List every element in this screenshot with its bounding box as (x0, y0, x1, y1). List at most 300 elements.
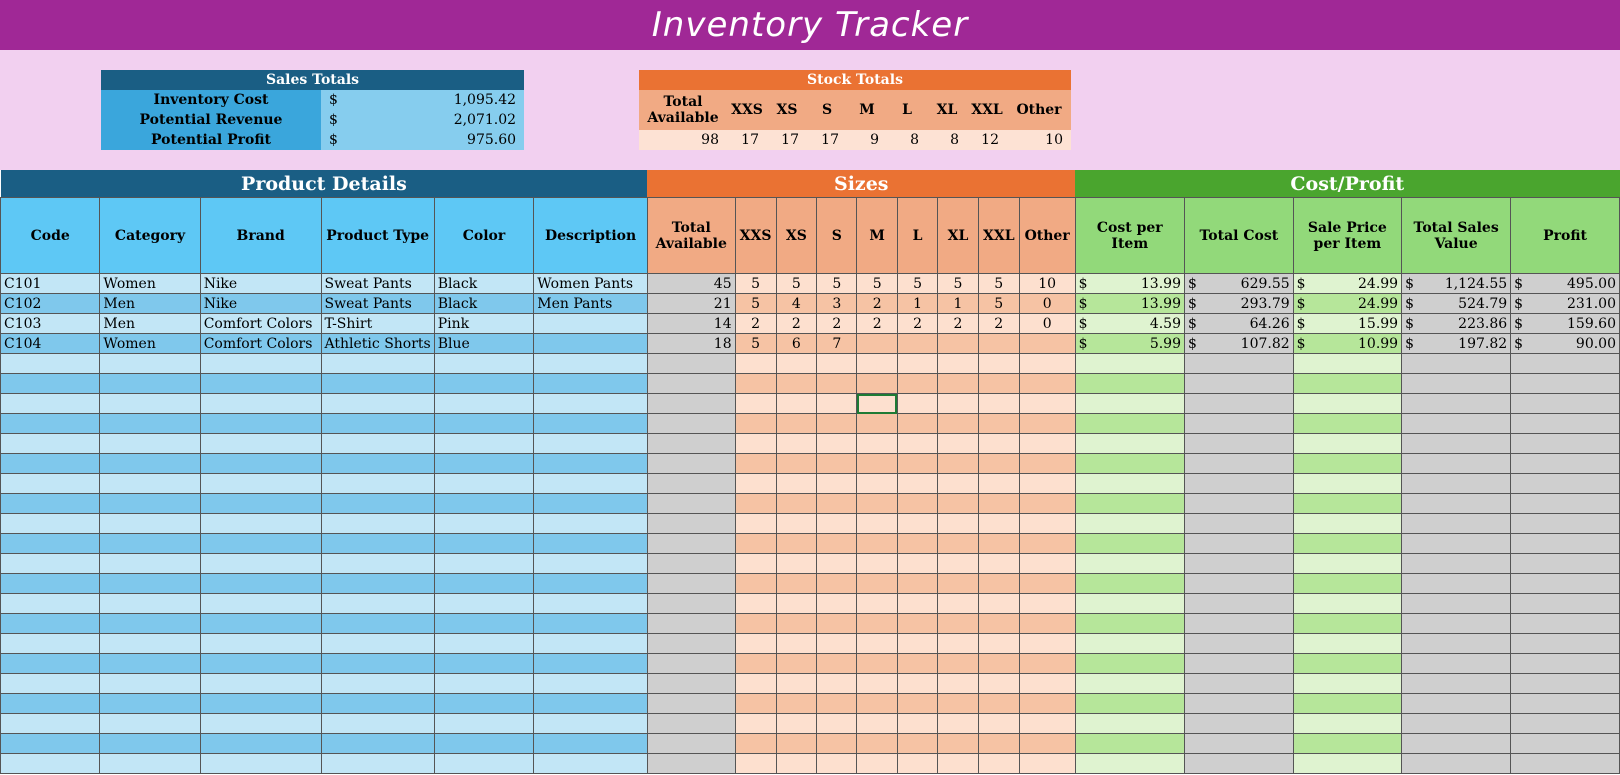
size-cell[interactable] (735, 494, 776, 514)
size-cell[interactable] (897, 654, 937, 674)
product-cell[interactable] (534, 434, 648, 454)
size-cell[interactable] (817, 674, 857, 694)
cost-cell[interactable] (1293, 294, 1401, 314)
size-cell[interactable] (776, 414, 817, 434)
size-cell[interactable] (776, 674, 817, 694)
size-cell[interactable] (857, 754, 897, 774)
cost-cell[interactable] (1293, 634, 1401, 654)
cost-cell[interactable] (1075, 714, 1184, 734)
total-available-cell[interactable]: 21 (647, 294, 735, 314)
product-cell[interactable]: C103 (1, 314, 100, 334)
product-cell[interactable] (321, 754, 434, 774)
cost-cell[interactable] (1075, 654, 1184, 674)
cost-cell[interactable] (1402, 314, 1511, 334)
product-cell[interactable] (321, 694, 434, 714)
cost-cell[interactable] (1402, 374, 1511, 394)
cost-cell[interactable] (1075, 394, 1184, 414)
product-cell[interactable] (100, 374, 200, 394)
cost-cell[interactable] (1511, 714, 1620, 734)
cost-cell[interactable] (1511, 434, 1620, 454)
cost-cell[interactable] (1511, 274, 1620, 294)
size-cell[interactable] (938, 334, 979, 354)
total-available-cell[interactable] (647, 394, 735, 414)
cost-cell[interactable] (1511, 594, 1620, 614)
size-cell[interactable] (817, 454, 857, 474)
size-cell[interactable] (897, 674, 937, 694)
product-cell[interactable]: C104 (1, 334, 100, 354)
cost-cell[interactable] (1184, 574, 1293, 594)
size-cell[interactable] (857, 574, 897, 594)
size-cell[interactable] (1019, 634, 1075, 654)
cost-cell[interactable] (1293, 314, 1401, 334)
cost-cell[interactable] (1402, 274, 1511, 294)
size-cell[interactable] (978, 474, 1019, 494)
size-cell[interactable] (735, 614, 776, 634)
size-cell[interactable] (776, 614, 817, 634)
size-cell[interactable] (1019, 674, 1075, 694)
stock-totals-value[interactable]: 8 (887, 130, 927, 150)
product-cell[interactable]: Men (100, 294, 200, 314)
product-cell[interactable] (534, 334, 648, 354)
size-cell[interactable] (857, 614, 897, 634)
total-available-cell[interactable] (647, 354, 735, 374)
product-cell[interactable]: Pink (434, 314, 534, 334)
size-cell[interactable] (817, 514, 857, 534)
cost-cell[interactable] (1075, 754, 1184, 774)
size-cell[interactable] (817, 394, 857, 414)
size-cell[interactable] (776, 634, 817, 654)
product-cell[interactable] (534, 594, 648, 614)
size-cell[interactable] (897, 714, 937, 734)
product-cell[interactable] (534, 534, 648, 554)
size-cell[interactable] (857, 674, 897, 694)
sales-totals-value[interactable]: 2,071.02 (361, 110, 524, 130)
cost-cell[interactable] (1293, 274, 1401, 294)
product-cell[interactable] (434, 494, 534, 514)
size-cell[interactable] (897, 694, 937, 714)
size-cell[interactable]: 2 (776, 314, 817, 334)
product-cell[interactable] (434, 614, 534, 634)
cost-cell[interactable] (1293, 534, 1401, 554)
size-cell[interactable] (817, 414, 857, 434)
cost-cell[interactable] (1511, 314, 1620, 334)
product-cell[interactable] (1, 654, 100, 674)
size-cell[interactable]: 1 (938, 294, 979, 314)
size-cell[interactable]: 5 (735, 274, 776, 294)
size-cell[interactable] (776, 694, 817, 714)
total-available-cell[interactable] (647, 474, 735, 494)
size-cell[interactable] (817, 494, 857, 514)
cost-cell[interactable] (1511, 754, 1620, 774)
product-cell[interactable] (534, 354, 648, 374)
product-cell[interactable] (200, 634, 321, 654)
size-cell[interactable] (938, 694, 979, 714)
size-cell[interactable]: 2 (897, 314, 937, 334)
size-cell[interactable] (897, 374, 937, 394)
size-cell[interactable] (735, 474, 776, 494)
total-available-cell[interactable] (647, 454, 735, 474)
size-cell[interactable] (857, 594, 897, 614)
size-cell[interactable] (1019, 374, 1075, 394)
cost-cell[interactable] (1293, 734, 1401, 754)
product-cell[interactable]: Sweat Pants (321, 274, 434, 294)
size-cell[interactable] (817, 354, 857, 374)
product-cell[interactable]: C101 (1, 274, 100, 294)
size-cell[interactable] (735, 374, 776, 394)
cost-cell[interactable] (1184, 714, 1293, 734)
product-cell[interactable] (200, 514, 321, 534)
size-cell[interactable] (978, 534, 1019, 554)
size-cell[interactable] (938, 354, 979, 374)
cost-cell[interactable] (1293, 354, 1401, 374)
product-cell[interactable] (534, 474, 648, 494)
size-cell[interactable]: 2 (857, 294, 897, 314)
product-cell[interactable] (434, 734, 534, 754)
size-cell[interactable]: 2 (978, 314, 1019, 334)
size-cell[interactable] (938, 394, 979, 414)
product-cell[interactable] (321, 414, 434, 434)
size-cell[interactable] (938, 474, 979, 494)
stock-totals-value[interactable]: 10 (1007, 130, 1071, 150)
cost-cell[interactable] (1402, 454, 1511, 474)
stock-totals-value[interactable]: 8 (927, 130, 967, 150)
cost-cell[interactable] (1511, 414, 1620, 434)
size-cell[interactable]: 5 (735, 294, 776, 314)
size-cell[interactable] (1019, 614, 1075, 634)
size-cell[interactable] (1019, 714, 1075, 734)
product-cell[interactable] (434, 634, 534, 654)
product-cell[interactable] (1, 674, 100, 694)
size-cell[interactable] (1019, 354, 1075, 374)
cost-cell[interactable] (1293, 454, 1401, 474)
size-cell[interactable] (776, 534, 817, 554)
product-cell[interactable]: Black (434, 294, 534, 314)
size-cell[interactable]: 0 (1019, 314, 1075, 334)
total-available-cell[interactable] (647, 634, 735, 654)
cost-cell[interactable] (1075, 354, 1184, 374)
product-cell[interactable] (200, 574, 321, 594)
size-cell[interactable] (1019, 554, 1075, 574)
size-cell[interactable] (978, 614, 1019, 634)
size-cell[interactable] (857, 654, 897, 674)
product-cell[interactable] (434, 414, 534, 434)
size-cell[interactable] (938, 754, 979, 774)
product-cell[interactable] (321, 594, 434, 614)
size-cell[interactable] (735, 414, 776, 434)
product-cell[interactable] (200, 354, 321, 374)
cost-cell[interactable] (1293, 674, 1401, 694)
size-cell[interactable] (1019, 514, 1075, 534)
cost-cell[interactable] (1184, 554, 1293, 574)
size-cell[interactable] (735, 654, 776, 674)
size-cell[interactable] (817, 474, 857, 494)
cost-cell[interactable] (1511, 454, 1620, 474)
cost-cell[interactable] (1184, 614, 1293, 634)
size-cell[interactable] (735, 454, 776, 474)
cost-cell[interactable] (1075, 514, 1184, 534)
product-cell[interactable] (200, 454, 321, 474)
cost-cell[interactable] (1184, 494, 1293, 514)
total-available-cell[interactable] (647, 694, 735, 714)
product-cell[interactable] (100, 574, 200, 594)
product-cell[interactable] (1, 734, 100, 754)
size-cell[interactable] (1019, 494, 1075, 514)
size-cell[interactable]: 2 (938, 314, 979, 334)
product-cell[interactable] (1, 714, 100, 734)
product-cell[interactable] (1, 594, 100, 614)
size-cell[interactable] (857, 534, 897, 554)
size-cell[interactable] (938, 614, 979, 634)
product-cell[interactable] (321, 534, 434, 554)
stock-totals-value[interactable]: 17 (727, 130, 767, 150)
cost-cell[interactable] (1402, 434, 1511, 454)
product-cell[interactable] (1, 374, 100, 394)
cost-cell[interactable] (1511, 394, 1620, 414)
product-cell[interactable] (200, 614, 321, 634)
size-cell[interactable] (776, 654, 817, 674)
product-cell[interactable] (434, 434, 534, 454)
product-cell[interactable] (534, 614, 648, 634)
product-cell[interactable] (1, 454, 100, 474)
cost-cell[interactable] (1402, 674, 1511, 694)
size-cell[interactable] (735, 674, 776, 694)
product-cell[interactable] (100, 454, 200, 474)
product-cell[interactable] (200, 754, 321, 774)
size-cell[interactable] (938, 674, 979, 694)
product-cell[interactable] (321, 474, 434, 494)
size-cell[interactable] (776, 494, 817, 514)
cost-cell[interactable] (1075, 454, 1184, 474)
total-available-cell[interactable] (647, 734, 735, 754)
cost-cell[interactable] (1293, 514, 1401, 534)
product-cell[interactable] (100, 734, 200, 754)
total-available-cell[interactable] (647, 534, 735, 554)
cost-cell[interactable] (1511, 674, 1620, 694)
product-cell[interactable] (100, 414, 200, 434)
product-cell[interactable] (321, 574, 434, 594)
size-cell[interactable] (1019, 434, 1075, 454)
cost-cell[interactable] (1511, 614, 1620, 634)
cost-cell[interactable] (1075, 574, 1184, 594)
size-cell[interactable] (897, 394, 937, 414)
size-cell[interactable] (978, 394, 1019, 414)
size-cell[interactable] (1019, 754, 1075, 774)
product-cell[interactable] (534, 654, 648, 674)
stock-totals-value[interactable]: 17 (767, 130, 807, 150)
size-cell[interactable] (978, 554, 1019, 574)
product-cell[interactable] (100, 354, 200, 374)
product-cell[interactable] (1, 574, 100, 594)
size-cell[interactable] (1019, 454, 1075, 474)
cost-cell[interactable] (1402, 654, 1511, 674)
stock-totals-value[interactable]: 12 (967, 130, 1007, 150)
cost-cell[interactable] (1402, 494, 1511, 514)
product-cell[interactable] (100, 674, 200, 694)
total-available-cell[interactable] (647, 674, 735, 694)
product-cell[interactable] (100, 534, 200, 554)
size-cell[interactable]: 2 (817, 314, 857, 334)
size-cell[interactable] (817, 734, 857, 754)
cost-cell[interactable] (1075, 494, 1184, 514)
cost-cell[interactable] (1184, 594, 1293, 614)
size-cell[interactable] (857, 354, 897, 374)
size-cell[interactable] (938, 374, 979, 394)
size-cell[interactable] (1019, 534, 1075, 554)
size-cell[interactable] (978, 594, 1019, 614)
cost-cell[interactable] (1402, 614, 1511, 634)
stock-totals-value[interactable]: 9 (847, 130, 887, 150)
cost-cell[interactable] (1511, 734, 1620, 754)
cost-cell[interactable] (1184, 414, 1293, 434)
cost-cell[interactable] (1293, 374, 1401, 394)
size-cell[interactable] (1019, 394, 1075, 414)
cost-cell[interactable] (1293, 494, 1401, 514)
size-cell[interactable] (897, 634, 937, 654)
cost-cell[interactable] (1511, 534, 1620, 554)
product-cell[interactable] (1, 694, 100, 714)
size-cell[interactable] (978, 694, 1019, 714)
product-cell[interactable] (434, 534, 534, 554)
cost-cell[interactable] (1075, 434, 1184, 454)
total-available-cell[interactable] (647, 594, 735, 614)
product-cell[interactable] (1, 474, 100, 494)
size-cell[interactable] (735, 554, 776, 574)
size-cell[interactable] (978, 374, 1019, 394)
product-cell[interactable] (321, 514, 434, 534)
cost-cell[interactable] (1075, 474, 1184, 494)
cost-cell[interactable] (1511, 694, 1620, 714)
size-cell[interactable] (776, 474, 817, 494)
size-cell[interactable] (817, 554, 857, 574)
size-cell[interactable] (1019, 654, 1075, 674)
size-cell[interactable] (938, 534, 979, 554)
product-cell[interactable] (100, 434, 200, 454)
size-cell[interactable] (776, 714, 817, 734)
product-cell[interactable] (200, 534, 321, 554)
size-cell[interactable] (1019, 734, 1075, 754)
total-available-cell[interactable] (647, 754, 735, 774)
size-cell[interactable] (857, 454, 897, 474)
product-cell[interactable] (1, 394, 100, 414)
cost-cell[interactable] (1184, 534, 1293, 554)
cost-cell[interactable] (1184, 454, 1293, 474)
product-cell[interactable] (534, 494, 648, 514)
size-cell[interactable] (735, 434, 776, 454)
size-cell[interactable] (857, 734, 897, 754)
size-cell[interactable] (817, 614, 857, 634)
product-cell[interactable] (100, 654, 200, 674)
cost-cell[interactable] (1402, 694, 1511, 714)
size-cell[interactable] (897, 514, 937, 534)
size-cell[interactable] (857, 694, 897, 714)
product-cell[interactable] (434, 594, 534, 614)
cost-cell[interactable] (1184, 294, 1293, 314)
total-available-cell[interactable] (647, 574, 735, 594)
size-cell[interactable] (735, 514, 776, 534)
product-cell[interactable] (1, 754, 100, 774)
product-cell[interactable] (321, 714, 434, 734)
size-cell[interactable] (857, 434, 897, 454)
cost-cell[interactable] (1075, 534, 1184, 554)
size-cell[interactable] (776, 374, 817, 394)
cost-cell[interactable] (1402, 634, 1511, 654)
cost-cell[interactable] (1402, 734, 1511, 754)
size-cell[interactable] (776, 514, 817, 534)
total-available-cell[interactable]: 45 (647, 274, 735, 294)
size-cell[interactable] (776, 394, 817, 414)
cost-cell[interactable] (1293, 474, 1401, 494)
product-cell[interactable] (100, 514, 200, 534)
size-cell[interactable] (938, 514, 979, 534)
size-cell[interactable]: 7 (817, 334, 857, 354)
total-available-cell[interactable] (647, 654, 735, 674)
size-cell[interactable] (938, 454, 979, 474)
size-cell[interactable] (817, 594, 857, 614)
cost-cell[interactable] (1511, 634, 1620, 654)
cost-cell[interactable] (1511, 294, 1620, 314)
cost-cell[interactable] (1293, 334, 1401, 354)
product-cell[interactable] (100, 614, 200, 634)
product-cell[interactable] (321, 374, 434, 394)
size-cell[interactable] (817, 694, 857, 714)
product-cell[interactable] (321, 454, 434, 474)
stock-totals-value[interactable]: 17 (807, 130, 847, 150)
size-cell[interactable] (857, 494, 897, 514)
total-available-cell[interactable] (647, 434, 735, 454)
cost-cell[interactable] (1075, 294, 1184, 314)
cost-cell[interactable] (1402, 354, 1511, 374)
size-cell[interactable]: 5 (857, 274, 897, 294)
size-cell[interactable] (857, 474, 897, 494)
product-cell[interactable] (1, 354, 100, 374)
cost-cell[interactable] (1075, 734, 1184, 754)
cost-cell[interactable] (1511, 354, 1620, 374)
size-cell[interactable] (857, 634, 897, 654)
size-cell[interactable] (857, 514, 897, 534)
size-cell[interactable] (938, 634, 979, 654)
size-cell[interactable] (978, 414, 1019, 434)
product-cell[interactable] (534, 514, 648, 534)
cost-cell[interactable] (1075, 614, 1184, 634)
product-cell[interactable] (534, 634, 648, 654)
size-cell[interactable] (978, 434, 1019, 454)
size-cell[interactable] (735, 694, 776, 714)
cost-cell[interactable] (1402, 574, 1511, 594)
size-cell[interactable] (938, 734, 979, 754)
cost-cell[interactable] (1511, 574, 1620, 594)
size-cell[interactable] (735, 734, 776, 754)
product-cell[interactable] (200, 674, 321, 694)
product-cell[interactable] (200, 714, 321, 734)
product-cell[interactable] (434, 374, 534, 394)
size-cell[interactable] (897, 534, 937, 554)
cost-cell[interactable] (1293, 434, 1401, 454)
cost-cell[interactable] (1075, 674, 1184, 694)
product-cell[interactable]: Comfort Colors (200, 314, 321, 334)
size-cell[interactable] (897, 754, 937, 774)
size-cell[interactable]: 3 (817, 294, 857, 314)
size-cell[interactable] (1019, 694, 1075, 714)
cost-cell[interactable] (1184, 674, 1293, 694)
product-cell[interactable] (200, 734, 321, 754)
total-available-cell[interactable] (647, 374, 735, 394)
size-cell[interactable] (857, 714, 897, 734)
cost-cell[interactable] (1511, 474, 1620, 494)
cost-cell[interactable] (1075, 594, 1184, 614)
size-cell[interactable] (938, 494, 979, 514)
size-cell[interactable] (897, 574, 937, 594)
cost-cell[interactable] (1402, 394, 1511, 414)
